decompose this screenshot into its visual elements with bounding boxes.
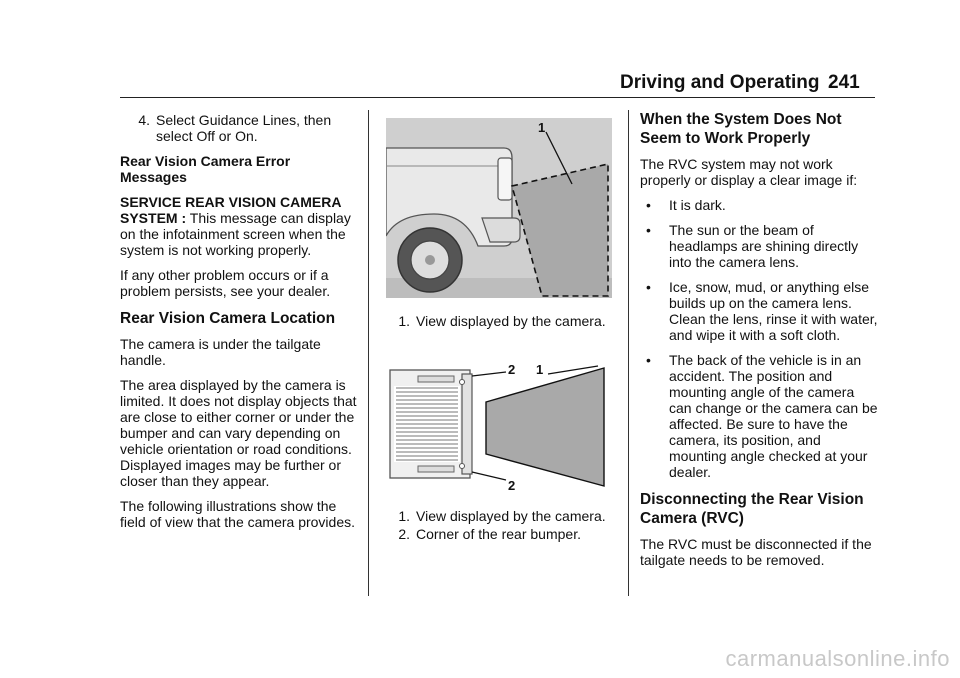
tailgate-hinge-top	[460, 380, 465, 385]
callout-1-label: 1	[536, 362, 544, 377]
service-message-paragraph	[120, 194, 360, 258]
tailgate	[462, 374, 472, 474]
bullet-glyph: •	[646, 352, 651, 368]
service-message-text: This message can display on the infotainment screen when the system is not working properly.	[120, 210, 351, 258]
callout-1-label: 1	[538, 120, 546, 135]
bullet-glyph: •	[646, 279, 651, 295]
system-not-working-intro: The RVC system may not work properly or display a clear image if:	[640, 156, 858, 188]
figure-2-caption-2-number: 2.	[398, 526, 410, 542]
figure-2-caption	[386, 508, 614, 544]
figure-2-caption-1-text: View displayed by the camera.	[416, 508, 606, 524]
step-4	[120, 112, 360, 144]
list-item	[640, 222, 878, 270]
wheel-hub	[425, 255, 435, 265]
list-item	[640, 352, 878, 480]
system-not-working-heading: When the System Does Not Seem to Work Properly	[640, 111, 842, 147]
top-view-illustration	[388, 362, 614, 492]
figure-1-caption-text: View displayed by the camera.	[416, 313, 606, 329]
section-title: Driving and Operating	[620, 72, 820, 93]
side-view-illustration	[386, 118, 612, 298]
bullet-text: The back of the vehicle is in an accident. The position and mounting angle of the camera can change or the camera can be affected. Be sure to have the camera, its position, and mounting angle checked at your dealer.	[669, 352, 878, 480]
figure-1-caption	[386, 313, 614, 331]
list-item	[640, 197, 878, 213]
step-4-text: Select Guidance Lines, then select Off or On.	[156, 112, 332, 144]
callout-leader-2-bottom	[472, 472, 506, 480]
camera-location-paragraph-1: The camera is under the tailgate handle.	[120, 336, 321, 368]
wheel-well-top	[418, 376, 454, 382]
tailgate-hinge-bottom	[460, 464, 465, 469]
bullet-text: The sun or the beam of headlamps are shining directly into the camera lens.	[669, 222, 859, 270]
bullet-glyph: •	[646, 222, 651, 238]
list-item	[640, 279, 878, 343]
page-number: 241	[828, 72, 860, 93]
disconnect-camera-heading: Disconnecting the Rear Vision Camera (RVC)	[640, 491, 864, 527]
figure-1-caption-number: 1.	[398, 313, 410, 329]
camera-view-area	[486, 368, 604, 486]
bullet-text: It is dark.	[669, 197, 726, 213]
problem-paragraph: If any other problem occurs or if a problem persists, see your dealer.	[120, 267, 331, 299]
callout-2-bottom-label: 2	[508, 478, 516, 492]
wheel-well-bottom	[418, 466, 454, 472]
service-message-label: SERVICE REAR VISION CAMERA SYSTEM :	[120, 194, 341, 226]
figure-2-caption-2-text: Corner of the rear bumper.	[416, 526, 581, 542]
column-divider-right	[628, 110, 629, 596]
camera-location-paragraph-3: The following illustrations show the field of view that the camera provides.	[120, 498, 356, 530]
bullet-text: Ice, snow, mud, or anything else builds up on the camera lens. Clean the lens, rinse it with water, and wipe it with a soft cloth.	[669, 279, 878, 343]
camera-location-paragraph-2: The area displayed by the camera is limited. It does not display objects that are close to either corner or under the bumper and can vary depending on vehicle orientation or road conditions. Displayed images may be further or closer than they appear.	[120, 377, 357, 489]
callout-2-top-label: 2	[508, 362, 516, 377]
tail-light	[498, 158, 512, 200]
error-messages-heading: Rear Vision Camera Error Messages	[120, 153, 291, 185]
step-4-number: 4.	[138, 112, 150, 128]
left-column	[120, 112, 360, 539]
disconnect-camera-text: The RVC must be disconnected if the tailgate needs to be removed.	[640, 536, 872, 568]
watermark: carmanualsonline.info	[725, 646, 950, 671]
camera-location-heading: Rear Vision Camera Location	[120, 310, 336, 327]
bullet-glyph: •	[646, 197, 651, 213]
right-column	[640, 110, 878, 577]
header-divider	[120, 97, 875, 98]
callout-leader-2-top	[472, 372, 506, 376]
column-divider-left	[368, 110, 369, 596]
figure-2-caption-1-number: 1.	[398, 508, 410, 524]
